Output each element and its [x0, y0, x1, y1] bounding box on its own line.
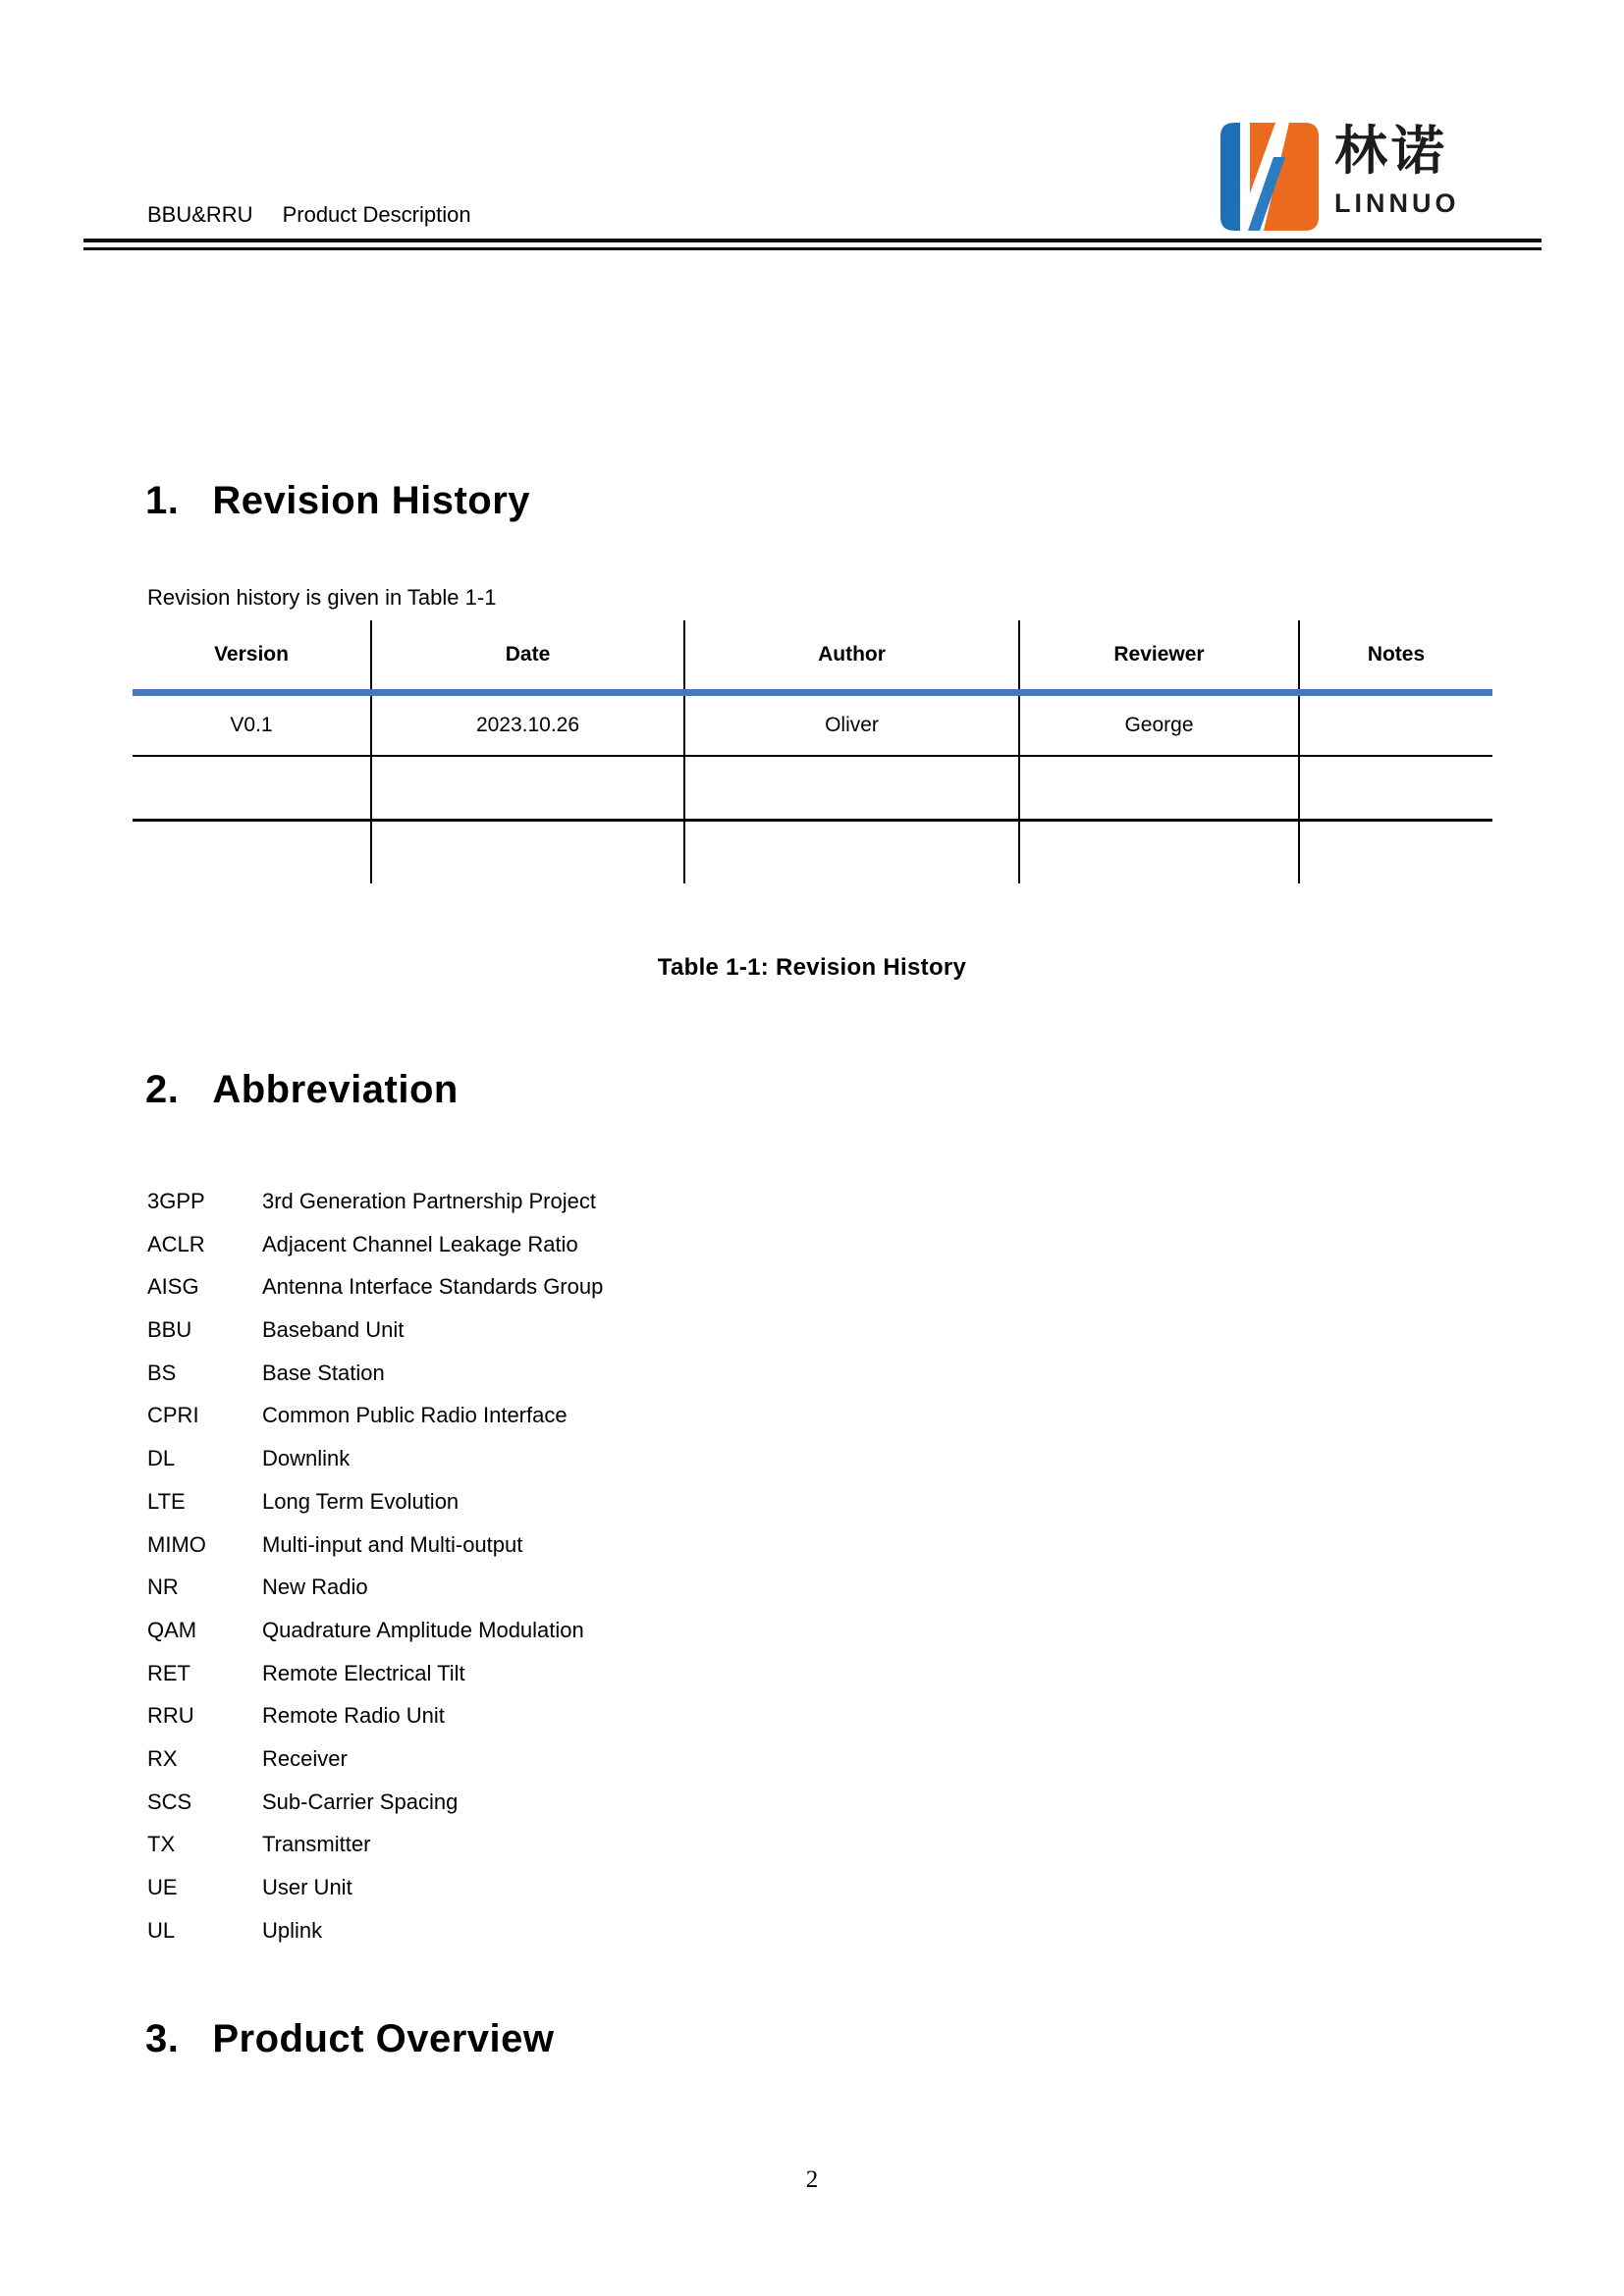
abbreviation-code: RRU [147, 1703, 194, 1729]
abbreviation-row [147, 1352, 603, 1395]
abbreviation-row [147, 1652, 603, 1695]
abbreviation-row [147, 1909, 603, 1952]
cell-notes [1299, 692, 1492, 756]
column-header-date: Date [371, 620, 684, 692]
header-doc-title [147, 202, 471, 228]
abbreviation-row [147, 1437, 603, 1480]
section-title: Revision History [212, 479, 531, 522]
cell-date [371, 820, 684, 883]
section-heading-revision-history [145, 479, 530, 523]
abbreviation-definition: Quadrature Amplitude Modulation [262, 1617, 584, 1642]
abbreviation-code: RET [147, 1660, 190, 1685]
abbreviation-definition: Common Public Radio Interface [262, 1403, 568, 1428]
abbreviation-row [147, 1480, 603, 1523]
cell-author: Oliver [684, 692, 1019, 756]
cell-reviewer [1019, 756, 1299, 820]
cell-notes [1299, 820, 1492, 883]
abbreviation-definition: 3rd Generation Partnership Project [262, 1189, 596, 1213]
abbreviation-code: SCS [147, 1789, 192, 1814]
abbreviation-code: UL [147, 1917, 176, 1943]
abbreviation-code: BS [147, 1360, 177, 1385]
section-heading-product-overview [145, 2017, 554, 2061]
cell-date [371, 756, 684, 820]
abbreviation-definition: Transmitter [262, 1832, 371, 1857]
revision-intro-text: Revision history is given in Table 1-1 [147, 585, 497, 610]
company-logo [1220, 122, 1460, 232]
cell-reviewer [1019, 820, 1299, 883]
abbreviation-definition: Sub-Carrier Spacing [262, 1789, 459, 1814]
abbreviation-definition: Baseband Unit [262, 1317, 405, 1343]
abbreviation-row [147, 1737, 603, 1781]
abbreviation-row [147, 1694, 603, 1737]
abbreviation-row [147, 1609, 603, 1652]
abbreviation-code: AISG [147, 1274, 199, 1300]
abbreviation-definition: Long Term Evolution [262, 1488, 460, 1514]
table-caption: Table 1-1: Revision History [657, 954, 967, 981]
abbreviation-code: NR [147, 1575, 179, 1600]
cell-author [684, 820, 1019, 883]
abbreviation-definition: Downlink [262, 1446, 351, 1471]
abbreviation-code: RX [147, 1745, 178, 1771]
abbreviation-code: CPRI [147, 1403, 199, 1428]
abbreviation-definition: Multi-input and Multi-output [262, 1531, 523, 1557]
abbreviation-code: LTE [147, 1488, 186, 1514]
section-number: 2. [145, 1068, 180, 1111]
header-doc-type: BBU&RRU [147, 202, 253, 227]
abbreviation-row [147, 1308, 603, 1352]
abbreviation-definition: User Unit [262, 1875, 352, 1899]
abbreviation-code: MIMO [147, 1531, 206, 1557]
abbreviation-code: 3GPP [147, 1189, 205, 1213]
abbreviation-code: DL [147, 1446, 176, 1471]
logo-wordmark [1334, 122, 1460, 219]
abbreviation-code: BBU [147, 1317, 192, 1343]
abbreviation-row [147, 1394, 603, 1437]
abbreviation-definition: Antenna Interface Standards Group [262, 1274, 604, 1300]
abbreviation-code: UE [147, 1875, 178, 1899]
cell-version: V0.1 [133, 692, 371, 756]
abbreviation-definition: Adjacent Channel Leakage Ratio [262, 1231, 578, 1256]
cell-version [133, 756, 371, 820]
abbreviation-definition: Uplink [262, 1917, 323, 1943]
abbreviation-definition: Remote Electrical Tilt [262, 1660, 465, 1685]
cell-notes [1299, 756, 1492, 820]
abbreviation-row [147, 1823, 603, 1866]
section-title: Abbreviation [212, 1068, 459, 1111]
column-header-author: Author [684, 620, 1019, 692]
abbreviation-definition: Receiver [262, 1745, 348, 1771]
abbreviation-row [147, 1265, 603, 1308]
table-header-row [133, 620, 1492, 692]
column-header-notes: Notes [1299, 620, 1492, 692]
table-row [133, 820, 1492, 883]
section-title: Product Overview [212, 2017, 555, 2060]
header-doc-subtitle: Product Description [282, 202, 471, 227]
abbreviation-row [147, 1523, 603, 1567]
abbreviation-code: TX [147, 1832, 176, 1857]
abbreviation-definition: Remote Radio Unit [262, 1703, 445, 1729]
abbreviation-list [147, 1180, 603, 1951]
section-heading-abbreviation [145, 1068, 459, 1112]
abbreviation-row [147, 1866, 603, 1909]
abbreviation-definition: New Radio [262, 1575, 368, 1600]
column-header-version: Version [133, 620, 371, 692]
abbreviation-row [147, 1180, 603, 1223]
column-header-reviewer: Reviewer [1019, 620, 1299, 692]
logo-latin-name: LINNUO [1334, 188, 1460, 218]
table-row [133, 692, 1492, 756]
logo-chinese-name: 林诺 [1334, 122, 1448, 181]
abbreviation-code: ACLR [147, 1231, 205, 1256]
abbreviation-code: QAM [147, 1617, 197, 1642]
section-number: 3. [145, 2017, 180, 2060]
cell-reviewer: George [1019, 692, 1299, 756]
table-row [133, 756, 1492, 820]
abbreviation-row [147, 1566, 603, 1609]
abbreviation-definition: Base Station [262, 1360, 385, 1385]
header-divider [83, 239, 1542, 250]
page-number: 2 [805, 2166, 819, 2193]
revision-table [133, 620, 1492, 883]
section-number: 1. [145, 479, 180, 522]
linnuo-logo-icon [1220, 122, 1319, 232]
abbreviation-row [147, 1781, 603, 1824]
cell-version [133, 820, 371, 883]
cell-date: 2023.10.26 [371, 692, 684, 756]
cell-author [684, 756, 1019, 820]
abbreviation-row [147, 1223, 603, 1266]
